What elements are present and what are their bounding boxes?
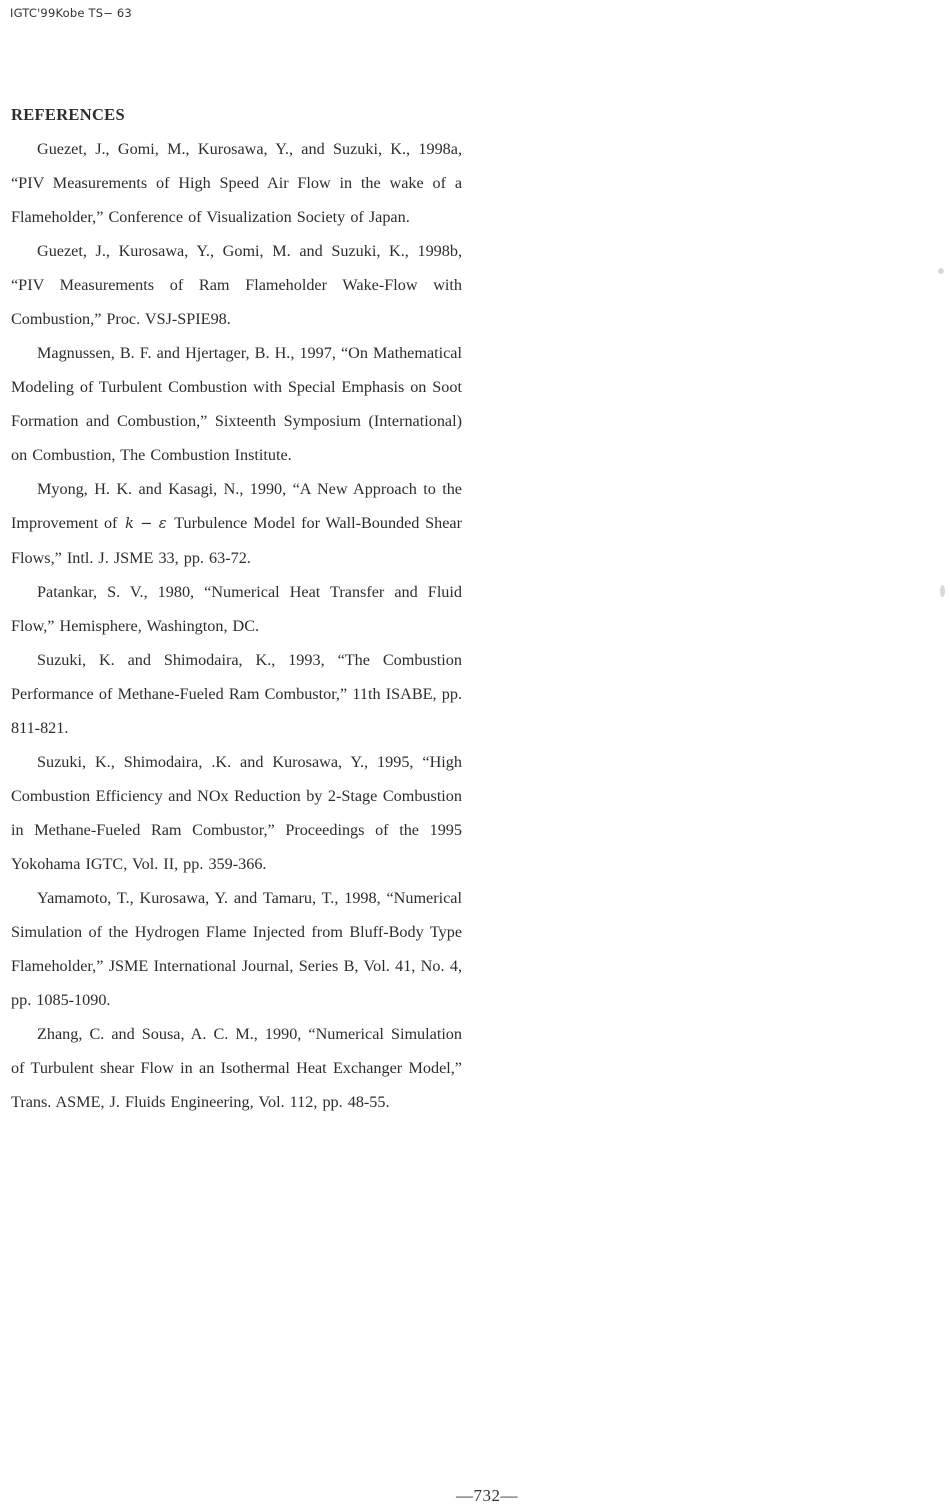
reference-text: Myong, H. K. and Kasagi, N., 1990, “A New Approach to the Improvement of <box>11 480 462 532</box>
reference-entry: Guezet, J., Kurosawa, Y., Gomi, M. and Suzuki, K., 1998b, “PIV Measurements of Ram Flameholder Wake-Flow with Combustion,” Proc. VSJ-SPIE98. <box>11 242 462 328</box>
math-expression: k − ε <box>125 516 167 532</box>
section-heading: REFERENCES <box>11 105 125 124</box>
scan-speck <box>938 268 944 274</box>
reference-entry: Patankar, S. V., 1980, “Numerical Heat Transfer and Fluid Flow,” Hemisphere, Washington, DC. <box>11 583 462 635</box>
reference-entry <box>11 472 462 575</box>
page-number: —732— <box>456 1486 518 1505</box>
reference-entry: Suzuki, K., Shimodaira, .K. and Kurosawa, Y., 1995, “High Combustion Efficiency and NOx Reduction by 2-Stage Combustion in Methane-Fueled Ram Combustor,” Proceedings of the 1995 Yokohama IGTC, Vol. II, pp. 359-366. <box>11 753 462 873</box>
references-section <box>11 104 462 1119</box>
running-header: IGTC'99Kobe TS− 63 <box>10 6 132 20</box>
reference-text: Turbulence Model for Wall-Bounded Shear Flows,” Intl. J. JSME 33, pp. 63-72. <box>11 514 462 567</box>
reference-entry: Guezet, J., Gomi, M., Kurosawa, Y., and Suzuki, K., 1998a, “PIV Measurements of High Speed Air Flow in the wake of a Flameholder,” Conference of Visualization Society of Japan. <box>11 140 462 226</box>
reference-entry: Magnussen, B. F. and Hjertager, B. H., 1997, “On Mathematical Modeling of Turbulent Combustion with Special Emphasis on Soot Formation and Combustion,” Sixteenth Symposium (International) on Combustion, The Combustion Institute. <box>11 344 462 464</box>
scan-speck <box>940 585 945 597</box>
reference-entry: Yamamoto, T., Kurosawa, Y. and Tamaru, T., 1998, “Numerical Simulation of the Hydrogen Flame Injected from Bluff-Body Type Flameholder,” JSME International Journal, Series B, Vol. 41, No. 4, pp. 1085-1090. <box>11 889 462 1009</box>
reference-entry: Suzuki, K. and Shimodaira, K., 1993, “The Combustion Performance of Methane-Fueled Ram Combustor,” 11th ISABE, pp. 811-821. <box>11 651 462 737</box>
reference-entry: Zhang, C. and Sousa, A. C. M., 1990, “Numerical Simulation of Turbulent shear Flow in an Isothermal Heat Exchanger Model,” Trans. ASME, J. Fluids Engineering, Vol. 112, pp. 48-55. <box>11 1025 462 1111</box>
